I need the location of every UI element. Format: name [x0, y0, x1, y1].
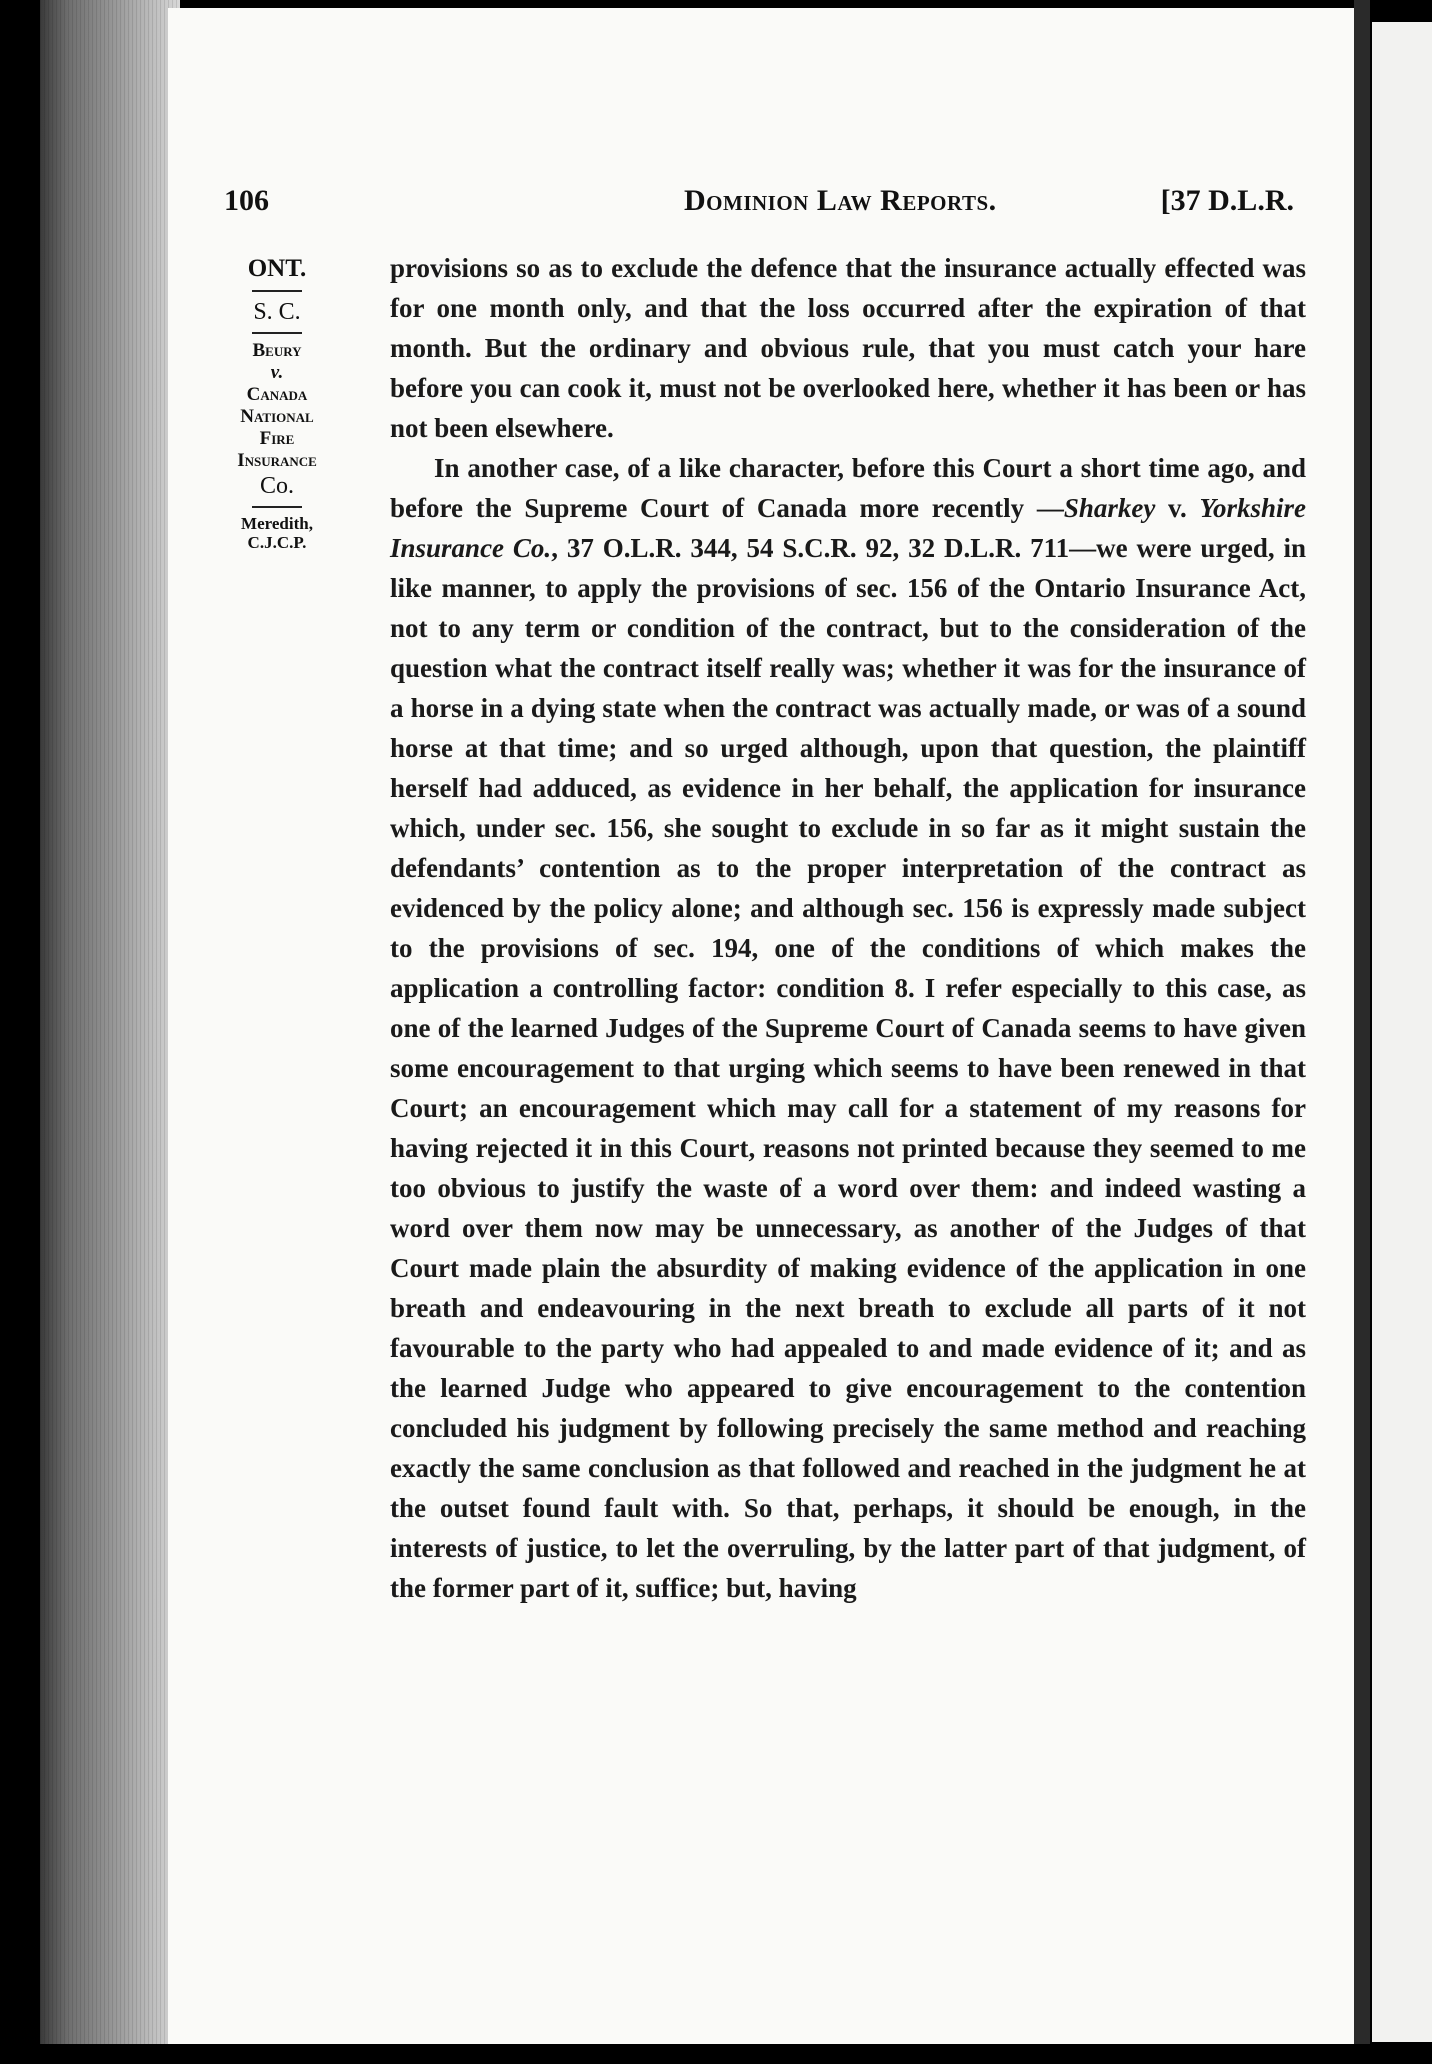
journal-title: Dominion Law Reports.	[684, 184, 997, 217]
running-header	[224, 184, 1294, 228]
case-title-line: National	[240, 406, 314, 427]
court-label: ONT.	[247, 255, 307, 282]
scan-border	[0, 2044, 1432, 2064]
book-page-edges	[40, 0, 180, 2064]
case-citation-name: Yorkshire Insurance Co.	[390, 493, 1307, 563]
facing-page-edge	[1372, 22, 1432, 2042]
division-label: S. C.	[253, 299, 301, 325]
case-title-line: Insurance	[237, 450, 317, 471]
margin-divider	[252, 332, 302, 334]
judge-title-line: C.J.C.P.	[247, 533, 307, 552]
case-title-line: Co.	[259, 473, 294, 499]
paragraph-continuation: , 37 O.L.R. 344, 54 S.C.R. 92, 32 D.L.R. 711—we were urged, in like manner, to apply the provisions of sec. 156 of the Ontario Insurance Act, not to any term or condition of the contract, but to the consideration of the question what the contract itself really was; whether it was for the insurance of a horse in a dying state when the contract was actually made, or was of a sound horse at that time; and so urged although, upon that question, the plaintiff herself had adduced, as evidence in her behalf, the application for insurance which, under sec. 156, she sought to exclude in so far as it might sustain the defendants’ contention as to the proper interpretation of the contract as evidenced by the policy alone; and although sec. 156 is expressly made subject to the provisions of sec. 194, one of the conditions of which makes the application a controlling factor: condition 8. I refer especially to this case, as one of the learned Judges of the Supreme Court of Canada seems to have given some encouragement to that urging which seems to have been renewed in that Court; an encouragement which may call for a statement of my reasons for having rejected it in this Court, reasons not printed because they seemed to me too obvious to justify the waste of a word over them: and indeed wasting a word over them now may be unnecessary, as another of the Judges of that Court made plain the absurdity of making evidence of the application in one breath and endeavouring in the next breath to exclude all parts of it not favourable to the party who had appealed to and made evidence of it; and as the learned Judge who appeared to give encouragement to the contention concluded his judgment by following precisely the same method and reaching exactly the same conclusion as that followed and reached in the judgment he at the outset found fault with. So that, perhaps, it should be enough, in the interests of justice, to let the overruling, by the latter part of that judgment, of the former part of it, suffice; but, having	[390, 533, 1306, 1603]
case-citation-versus: v.	[1155, 493, 1200, 523]
margin-divider	[252, 506, 302, 508]
margin-note	[218, 254, 336, 552]
case-title-line: Canada	[246, 384, 308, 405]
paragraph	[390, 448, 1306, 1608]
case-title-line: Fire	[259, 428, 295, 449]
main-text	[390, 248, 1306, 1608]
case-title	[218, 340, 336, 500]
paragraph-intro: In another case, of a like character, before this Court a short time ago, and before the Supreme Court of Canada more recently —	[390, 453, 1306, 523]
judge-name-line: Meredith,	[241, 514, 313, 533]
case-title-line: Beury	[252, 340, 302, 361]
paragraph: provisions so as to exclude the defence that the insurance actually effected was for one month only, and that the loss occurred after the expiration of that month. But the ordinary and obvious rule, that you must catch your hare before you can cook it, must not be overlooked here, whether it has been or has not been elsewhere.	[390, 253, 1306, 443]
book-gutter-shadow	[1354, 0, 1370, 2064]
judge-name	[218, 514, 336, 552]
volume-reference: [37 D.L.R.	[1160, 184, 1294, 217]
case-title-versus: v.	[270, 362, 284, 383]
page-number: 106	[224, 184, 269, 217]
book-page	[168, 8, 1354, 2056]
case-citation-name: Sharkey	[1063, 493, 1156, 523]
margin-divider	[252, 290, 302, 292]
